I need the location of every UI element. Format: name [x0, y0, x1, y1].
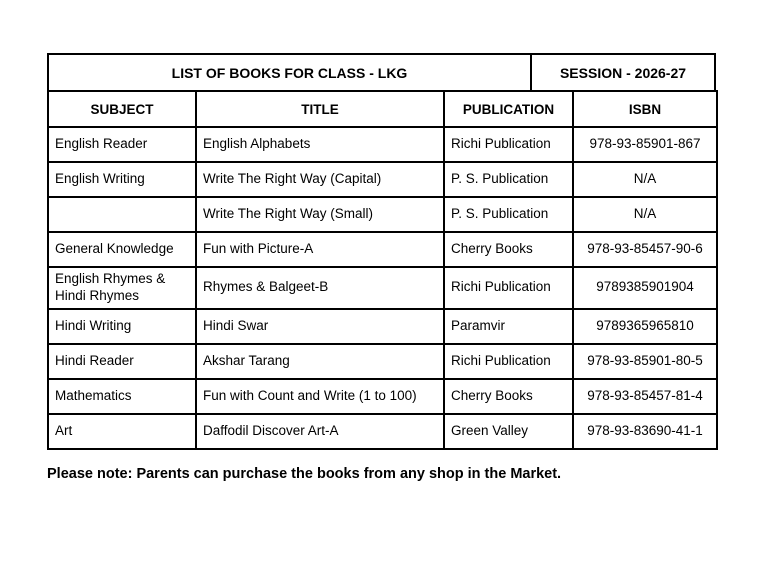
subject-cell: Mathematics [48, 379, 196, 414]
title-cell: Hindi Swar [196, 309, 444, 344]
subject-cell: English Rhymes & Hindi Rhymes [48, 267, 196, 309]
isbn-cell: 9789365965810 [573, 309, 717, 344]
subject-cell: English Reader [48, 127, 196, 162]
subject-cell: General Knowledge [48, 232, 196, 267]
title-cell: Fun with Count and Write (1 to 100) [196, 379, 444, 414]
books-table [47, 90, 718, 450]
table-row [48, 232, 717, 267]
table-title: LIST OF BOOKS FOR CLASS - LKG [49, 55, 532, 90]
isbn-cell: 978-93-83690-41-1 [573, 414, 717, 449]
publication-cell: Richi Publication [444, 127, 573, 162]
column-header-isbn: ISBN [573, 91, 717, 127]
table-row [48, 379, 717, 414]
subject-cell: Hindi Writing [48, 309, 196, 344]
isbn-cell: N/A [573, 197, 717, 232]
isbn-cell: 978-93-85457-90-6 [573, 232, 717, 267]
publication-cell: P. S. Publication [444, 162, 573, 197]
table-row [48, 197, 717, 232]
title-cell: Akshar Tarang [196, 344, 444, 379]
table-row [48, 162, 717, 197]
title-cell: Daffodil Discover Art-A [196, 414, 444, 449]
publication-cell: Paramvir [444, 309, 573, 344]
subject-cell: Hindi Reader [48, 344, 196, 379]
publication-cell: Richi Publication [444, 267, 573, 309]
isbn-cell: 978-93-85901-867 [573, 127, 717, 162]
isbn-cell: 978-93-85901-80-5 [573, 344, 717, 379]
column-header-publication: PUBLICATION [444, 91, 573, 127]
title-cell: English Alphabets [196, 127, 444, 162]
table-title-row [47, 53, 716, 90]
isbn-cell: 978-93-85457-81-4 [573, 379, 717, 414]
publication-cell: Green Valley [444, 414, 573, 449]
publication-cell: Cherry Books [444, 379, 573, 414]
isbn-cell: 9789385901904 [573, 267, 717, 309]
table-row [48, 414, 717, 449]
column-header-title: TITLE [196, 91, 444, 127]
title-cell: Write The Right Way (Small) [196, 197, 444, 232]
table-row [48, 309, 717, 344]
table-row [48, 344, 717, 379]
isbn-cell: N/A [573, 162, 717, 197]
subject-cell [48, 197, 196, 232]
header-row [48, 91, 717, 127]
subject-cell: Art [48, 414, 196, 449]
publication-cell: P. S. Publication [444, 197, 573, 232]
title-cell: Fun with Picture-A [196, 232, 444, 267]
session-label: SESSION - 2026-27 [559, 64, 687, 81]
table-row [48, 267, 717, 309]
title-cell: Write The Right Way (Capital) [196, 162, 444, 197]
book-list-document [47, 53, 716, 482]
footer-note: Please note: Parents can purchase the books from any shop in the Market. [47, 465, 562, 482]
column-header-subject: SUBJECT [48, 91, 196, 127]
table-row [48, 127, 717, 162]
publication-cell: Cherry Books [444, 232, 573, 267]
publication-cell: Richi Publication [444, 344, 573, 379]
subject-cell: English Writing [48, 162, 196, 197]
title-cell: Rhymes & Balgeet-B [196, 267, 444, 309]
